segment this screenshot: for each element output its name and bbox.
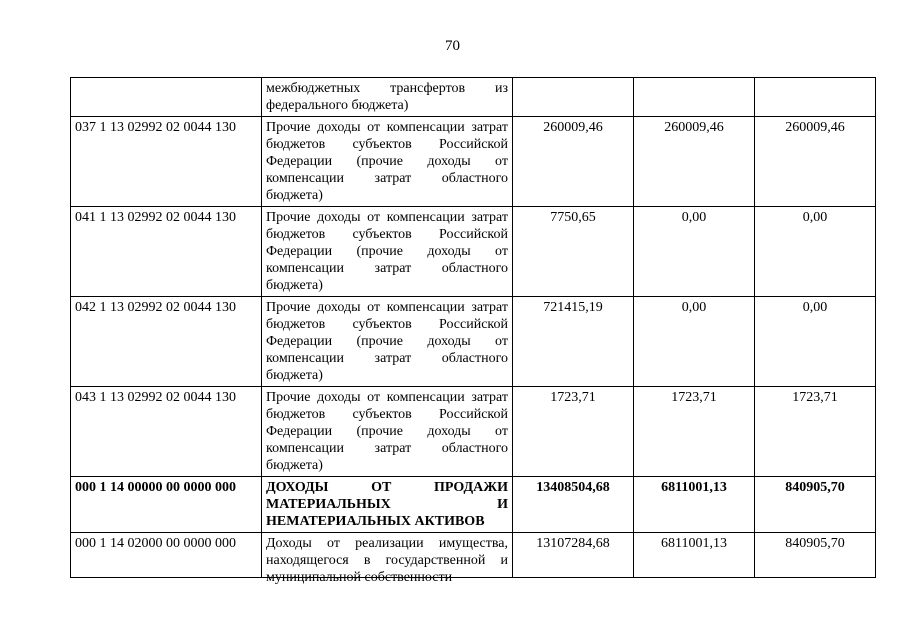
amount-cell-3: 840905,70 <box>755 477 876 533</box>
amount-cell-1 <box>513 78 634 117</box>
amount-cell-1: 13408504,68 <box>513 477 634 533</box>
amount-cell-3: 0,00 <box>755 297 876 387</box>
table-row <box>71 297 876 387</box>
revenue-name-cell: межбюджетных трансфертов из федерального бюджета) <box>262 78 513 117</box>
revenue-code-cell: 037 1 13 02992 02 0044 130 <box>71 117 262 207</box>
amount-cell-2: 260009,46 <box>634 117 755 207</box>
revenue-code-cell: 000 1 14 00000 00 0000 000 <box>71 477 262 533</box>
revenue-code-cell: 043 1 13 02992 02 0044 130 <box>71 387 262 477</box>
amount-cell-1: 7750,65 <box>513 207 634 297</box>
revenue-name-text: Доходы от реализации имущества, находящегося в государственной и муниципальной собственности <box>266 536 508 585</box>
revenue-name-cell: Прочие доходы от компенсации затрат бюджетов субъектов Российской Федерации (прочие доходы от компенсации затрат областного бюджета) <box>262 297 513 387</box>
page-number: 70 <box>445 38 460 54</box>
amount-cell-2: 0,00 <box>634 207 755 297</box>
table-row <box>71 117 876 207</box>
amount-cell-2: 6811001,13 <box>634 477 755 533</box>
table-row <box>71 78 876 117</box>
revenue-name-cell: Прочие доходы от компенсации затрат бюджетов субъектов Российской Федерации (прочие доходы от компенсации затрат областного бюджета) <box>262 387 513 477</box>
amount-cell-3 <box>755 78 876 117</box>
amount-cell-2: 6811001,13 <box>634 533 755 578</box>
amount-cell-1: 1723,71 <box>513 387 634 477</box>
amount-cell-1: 721415,19 <box>513 297 634 387</box>
revenue-name-cell: ДОХОДЫ ОТ ПРОДАЖИ МАТЕРИАЛЬНЫХ И НЕМАТЕРИАЛЬНЫХ АКТИВОВ <box>262 477 513 533</box>
revenue-code-cell <box>71 78 262 117</box>
amount-cell-3: 1723,71 <box>755 387 876 477</box>
amount-cell-3: 840905,70 <box>755 533 876 578</box>
revenue-code-cell: 042 1 13 02992 02 0044 130 <box>71 297 262 387</box>
amount-cell-1: 13107284,68 <box>513 533 634 578</box>
revenue-code-cell: 041 1 13 02992 02 0044 130 <box>71 207 262 297</box>
table-row <box>71 533 876 578</box>
amount-cell-2: 0,00 <box>634 297 755 387</box>
amount-cell-3: 0,00 <box>755 207 876 297</box>
amount-cell-1: 260009,46 <box>513 117 634 207</box>
amount-cell-2: 1723,71 <box>634 387 755 477</box>
table-row <box>71 387 876 477</box>
amount-cell-3: 260009,46 <box>755 117 876 207</box>
revenue-code-cell: 000 1 14 02000 00 0000 000 <box>71 533 262 578</box>
revenue-name-cell: Прочие доходы от компенсации затрат бюджетов субъектов Российской Федерации (прочие доходы от компенсации затрат областного бюджета) <box>262 117 513 207</box>
revenue-table <box>70 77 876 585</box>
table-row <box>71 207 876 297</box>
table-row-section <box>71 477 876 533</box>
revenue-name-cell <box>262 533 513 585</box>
revenue-name-cell: Прочие доходы от компенсации затрат бюджетов субъектов Российской Федерации (прочие доходы от компенсации затрат областного бюджета) <box>262 207 513 297</box>
amount-cell-2 <box>634 78 755 117</box>
